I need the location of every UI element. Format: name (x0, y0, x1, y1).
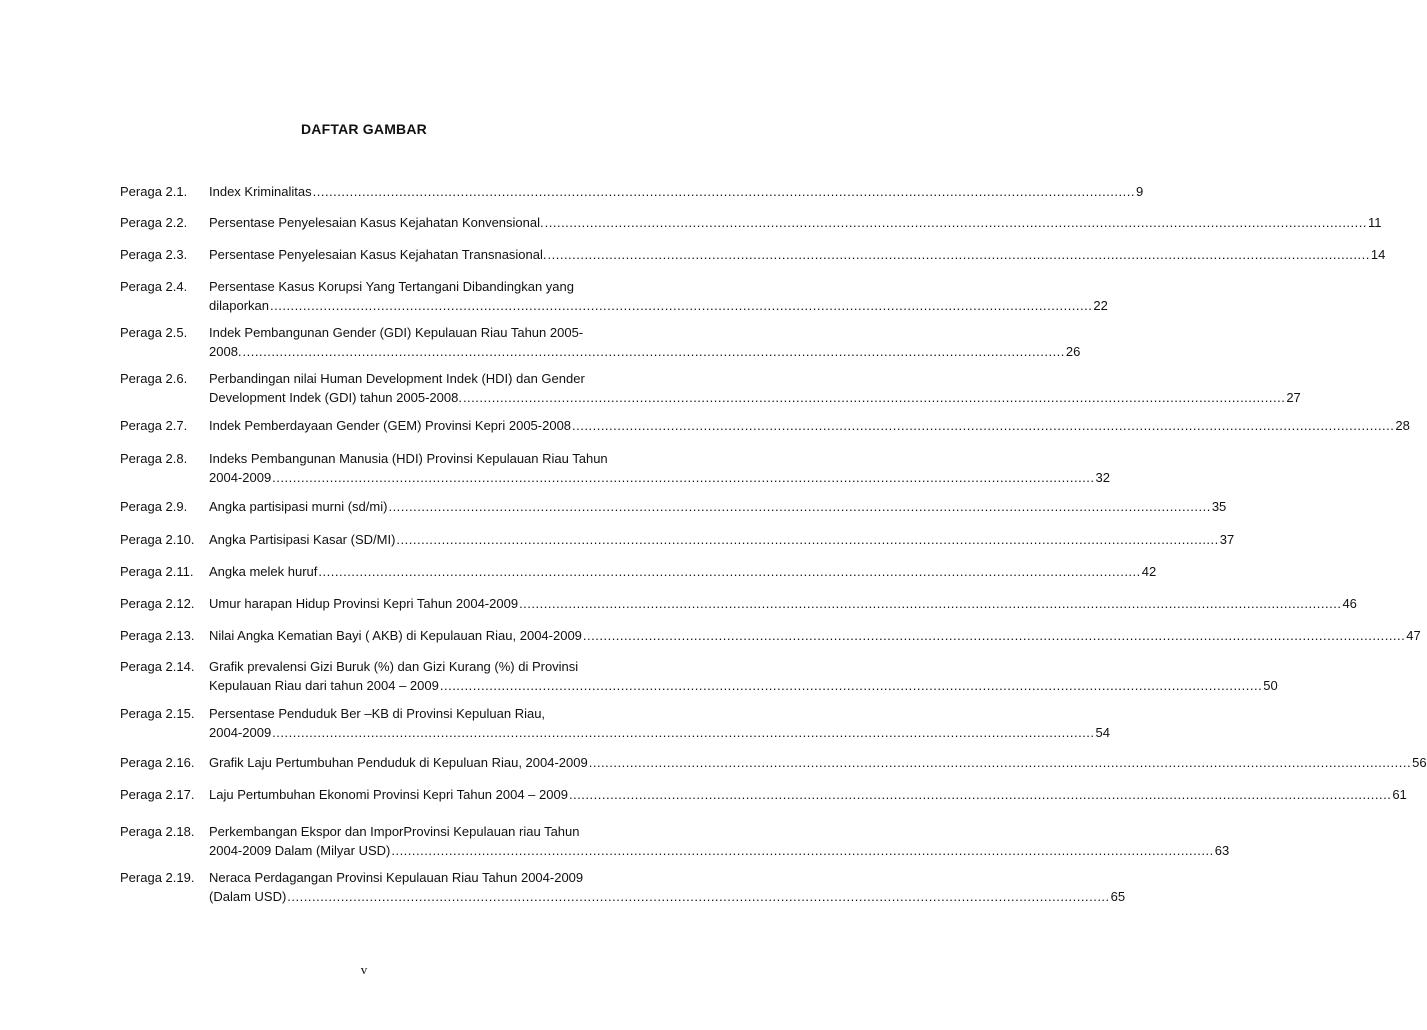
caption-last-line: dilaporkan (209, 298, 269, 313)
page-reference: 37 (1219, 532, 1235, 547)
caption-last-line: Persentase Penyelesaian Kasus Kejahatan Transnasional. (209, 247, 547, 262)
dot-leader: ........................................................................................................................................................................................................ (588, 755, 1412, 770)
dot-leader: ........................................................................................................................................................................................................ (544, 215, 1367, 230)
dot-leader: ........................................................................................................................................................................................................ (388, 499, 1211, 514)
dot-leader: ........................................................................................................................................................................................................ (242, 344, 1065, 359)
page-reference: 35 (1211, 499, 1227, 514)
figure-number: Peraga 2.4. (120, 279, 188, 294)
figure-number: Peraga 2.7. (120, 418, 188, 433)
page-reference: 42 (1141, 564, 1157, 579)
page-reference: 32 (1095, 470, 1111, 485)
figure-number: Peraga 2.19. (120, 870, 195, 885)
figure-caption (209, 416, 1410, 435)
caption-line: Grafik prevalensi Gizi Buruk (%) dan Gizi Kurang (%) di Provinsi (209, 659, 579, 674)
caption-line: Indek Pembangunan Gender (GDI) Kepulauan Riau Tahun 2005- (209, 325, 584, 340)
page-reference: 28 (1395, 418, 1410, 433)
figure-caption (209, 594, 1357, 613)
page-reference: 11 (1368, 215, 1382, 230)
dot-leader: ........................................................................................................................................................................................................ (287, 889, 1110, 904)
figure-number: Peraga 2.13. (120, 628, 195, 643)
figure-caption (209, 626, 1421, 645)
dot-leader: ........................................................................................................................................................................................................ (568, 787, 1392, 802)
page-reference: 63 (1214, 843, 1230, 858)
figure-number: Peraga 2.15. (120, 706, 195, 721)
caption-last-line: 2008. (209, 344, 242, 359)
page-reference: 47 (1406, 628, 1421, 643)
figure-caption (209, 868, 1126, 906)
caption-last-line: 2004-2009 (209, 470, 272, 485)
figure-caption (209, 449, 1111, 487)
figure-caption (209, 323, 1081, 361)
page-reference: 61 (1392, 787, 1407, 802)
dot-leader: ........................................................................................................................................................................................................ (547, 247, 1370, 262)
figure-number: Peraga 2.1. (120, 184, 188, 199)
figure-number: Peraga 2.8. (120, 451, 188, 466)
caption-last-line: Kepulauan Riau dari tahun 2004 – 2009 (209, 678, 439, 693)
figure-caption (209, 753, 1427, 772)
page-reference: 9 (1135, 184, 1144, 199)
dot-leader: ........................................................................................................................................................................................................ (519, 596, 1342, 611)
caption-last-line: 2004-2009 (209, 725, 272, 740)
caption-line: Perkembangan Ekspor dan ImporProvinsi Kepulauan riau Tahun (209, 824, 580, 839)
caption-line: Persentase Penduduk Ber –KB di Provinsi Kepuluan Riau, (209, 706, 546, 721)
dot-leader: ........................................................................................................................................................................................................ (396, 532, 1219, 547)
page-reference: 26 (1065, 344, 1081, 359)
caption-last-line: Index Kriminalitas (209, 184, 312, 199)
caption-last-line: Persentase Penyelesaian Kasus Kejahatan Konvensional. (209, 215, 544, 230)
figure-number: Peraga 2.6. (120, 371, 188, 386)
caption-last-line: Laju Pertumbuhan Ekonomi Provinsi Kepri Tahun 2004 – 2009 (209, 787, 568, 802)
figure-number: Peraga 2.17. (120, 787, 195, 802)
caption-line: Persentase Kasus Korupsi Yang Tertangani Dibandingkan yang (209, 279, 574, 294)
figure-number: Peraga 2.12. (120, 596, 195, 611)
figure-number: Peraga 2.3. (120, 247, 188, 262)
figure-caption (209, 497, 1227, 516)
figure-caption (209, 657, 1278, 695)
page-reference: 56 (1412, 755, 1427, 770)
figure-number: Peraga 2.9. (120, 499, 188, 514)
dot-leader: ........................................................................................................................................................................................................ (462, 390, 1286, 405)
caption-last-line: Nilai Angka Kematian Bayi ( AKB) di Kepulauan Riau, 2004-2009 (209, 628, 582, 643)
dot-leader: ........................................................................................................................................................................................................ (270, 298, 1093, 313)
figure-caption (209, 530, 1235, 549)
caption-last-line: Grafik Laju Pertumbuhan Penduduk di Kepuluan Riau, 2004-2009 (209, 755, 588, 770)
page-reference: 65 (1110, 889, 1126, 904)
figure-caption (209, 785, 1407, 804)
figure-number: Peraga 2.14. (120, 659, 195, 674)
dot-leader: ........................................................................................................................................................................................................ (391, 843, 1214, 858)
dot-leader: ........................................................................................................................................................................................................ (272, 470, 1095, 485)
caption-last-line: Umur harapan Hidup Provinsi Kepri Tahun 2004-2009 (209, 596, 519, 611)
caption-last-line: Indek Pemberdayaan Gender (GEM) Provinsi Kepri 2005-2008 (209, 418, 572, 433)
figure-caption (209, 562, 1157, 581)
page-reference: 46 (1342, 596, 1357, 611)
figure-number: Peraga 2.5. (120, 325, 188, 340)
page-reference: 14 (1370, 247, 1386, 262)
page-title: DAFTAR GAMBAR (301, 121, 427, 137)
caption-last-line: Development Indek (GDI) tahun 2005-2008. (209, 390, 462, 405)
page-reference: 27 (1286, 390, 1301, 405)
figure-caption (209, 213, 1382, 232)
caption-last-line: 2004-2009 Dalam (Milyar USD) (209, 843, 391, 858)
dot-leader: ........................................................................................................................................................................................................ (318, 564, 1141, 579)
page-number: v (360, 962, 368, 977)
dot-leader: ........................................................................................................................................................................................................ (312, 184, 1135, 199)
caption-line: Perbandingan nilai Human Development Indek (HDI) dan Gender (209, 371, 585, 386)
figure-number: Peraga 2.11. (120, 564, 194, 579)
figure-caption (209, 822, 1230, 860)
figure-caption (209, 704, 1111, 742)
figure-caption (209, 245, 1386, 264)
dot-leader: ........................................................................................................................................................................................................ (582, 628, 1406, 643)
figure-caption (209, 182, 1144, 201)
caption-last-line: (Dalam USD) (209, 889, 287, 904)
figure-number: Peraga 2.10. (120, 532, 195, 547)
caption-line: Neraca Perdagangan Provinsi Kepulauan Riau Tahun 2004-2009 (209, 870, 584, 885)
figure-caption (209, 277, 1108, 315)
dot-leader: ........................................................................................................................................................................................................ (572, 418, 1395, 433)
dot-leader: ........................................................................................................................................................................................................ (272, 725, 1095, 740)
page-reference: 22 (1093, 298, 1108, 313)
caption-last-line: Angka partisipasi murni (sd/mi) (209, 499, 388, 514)
figure-number: Peraga 2.16. (120, 755, 195, 770)
dot-leader: ........................................................................................................................................................................................................ (439, 678, 1263, 693)
page-reference: 54 (1095, 725, 1111, 740)
caption-last-line: Angka melek huruf (209, 564, 318, 579)
caption-line: Indeks Pembangunan Manusia (HDI) Provinsi Kepulauan Riau Tahun (209, 451, 608, 466)
page-reference: 50 (1263, 678, 1278, 693)
figure-number: Peraga 2.2. (120, 215, 188, 230)
caption-last-line: Angka Partisipasi Kasar (SD/MI) (209, 532, 396, 547)
figure-number: Peraga 2.18. (120, 824, 195, 839)
figure-caption (209, 369, 1301, 407)
